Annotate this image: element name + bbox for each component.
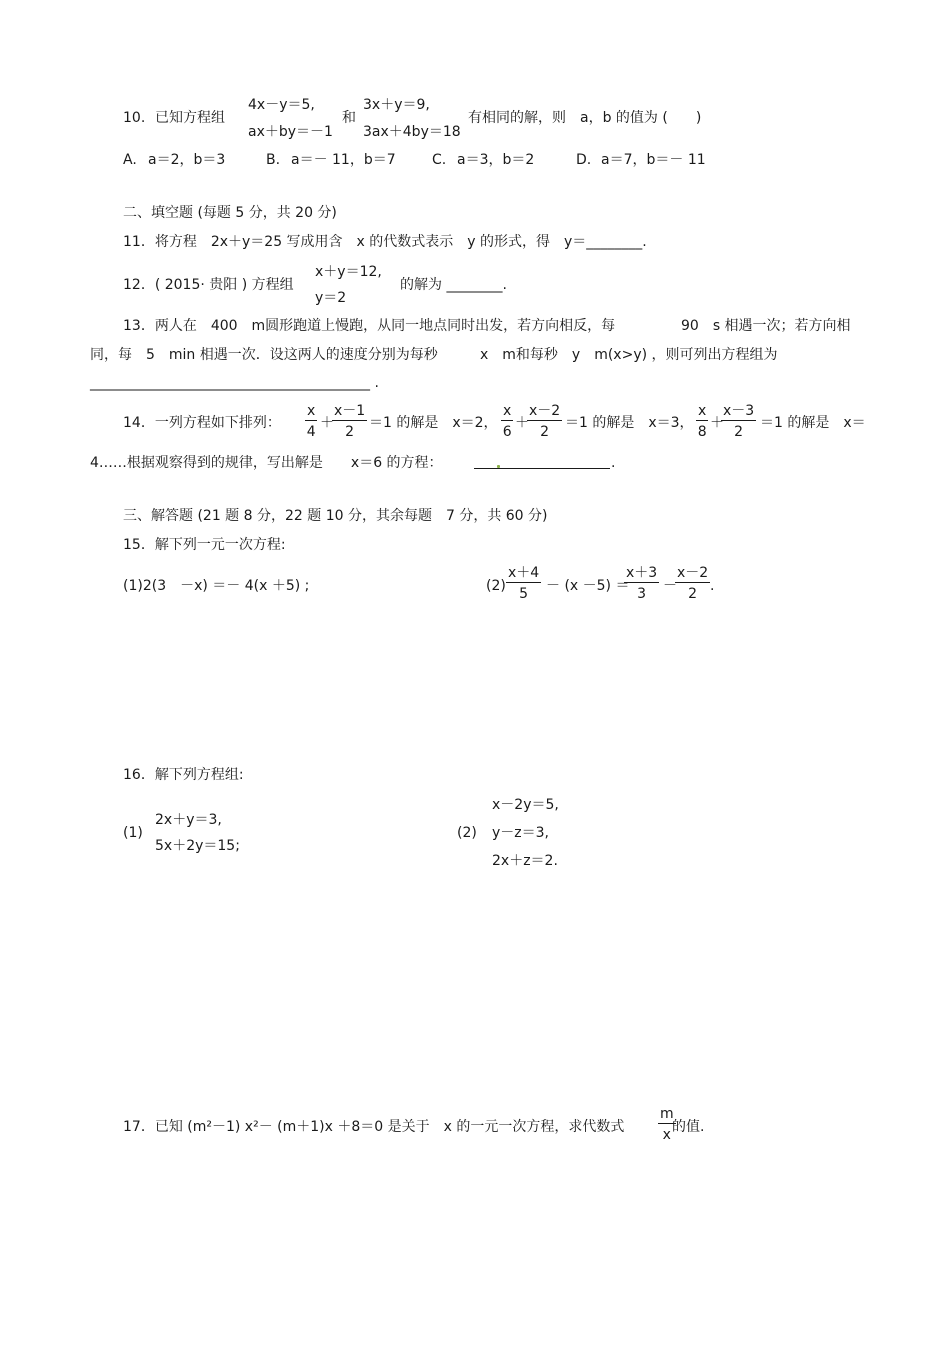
q13-line1: 13．两人在 400 m圆形跑道上慢跑，从同一地点同时出发，若方向相反，每	[123, 318, 616, 334]
q14-eq2-plus: ＋	[515, 415, 529, 431]
q10-option-d-letter: D.	[576, 152, 592, 168]
q16-part2-eq1: x－2y＝5,	[492, 797, 559, 813]
q12-system-eq1: x＋y＝12,	[315, 264, 382, 280]
q15-part2-minus: －	[663, 578, 677, 594]
q10-tail: 有相同的解，则 a，b 的值为 ( )	[468, 110, 702, 126]
q11-text: 11．将方程 2x＋y＝25 写成用含 x 的代数式表示 y 的形式，得 y＝________.	[123, 234, 647, 250]
q15-part1: (1)2(3 －x) ＝－ 4(x ＋5) ;	[123, 578, 310, 594]
q12-system-eq2: y＝2	[315, 290, 347, 306]
q14-eq2-tail: ＝1 的解是 x＝3，	[565, 415, 694, 431]
q16-part2-eq2: y－z＝3,	[492, 825, 549, 841]
q14-prefix: 14．一列方程如下排列：	[123, 415, 281, 431]
q10-text: 已知方程组	[155, 110, 225, 126]
q15-part2-frac2: $\frac{x+3}{3}$	[626, 565, 658, 602]
q17-text: 17．已知 (m²－1) x²－ (m＋1)x ＋8＝0 是关于 x 的一元一次方程，求代数式	[123, 1119, 625, 1135]
q13-line2-end: x m和每秒 y m(x>y) ，则可列出方程组为	[480, 347, 778, 363]
q10-system2-eq1: 3x＋y＝9,	[363, 97, 430, 113]
q15-part2-frac3: $\frac{x-2}{2}$	[677, 565, 709, 602]
section-3-heading: 三、解答题 (21 题 8 分，22 题 10 分，其余每题 7 分，共 60 分)	[123, 508, 548, 524]
q14-eq3-frac1: $\frac{x}{8}$	[697, 403, 707, 440]
q10-option-c-letter: C.	[432, 152, 447, 168]
q15-title: 15．解下列一元一次方程:	[123, 537, 286, 553]
q16-part1-label: (1)	[123, 825, 143, 841]
q12-tail: 的解为 ________.	[400, 277, 507, 293]
q17-tail: 的值.	[672, 1119, 705, 1135]
q16-part2-label: (2)	[457, 825, 477, 841]
q12-prefix: 12．( 2015· 贵阳 ) 方程组	[123, 277, 294, 293]
q14-eq3-plus: ＋	[710, 415, 724, 431]
q10-number: 10.	[123, 110, 146, 126]
q14-eq3-frac2: $\frac{x-3}{2}$	[723, 403, 755, 440]
q10-system2-eq2: 3ax＋4by＝18	[363, 124, 461, 140]
q14-line2-end: .	[611, 455, 616, 471]
q13-answer-blank: ________________________________________ .	[90, 375, 379, 391]
q16-part1-eq2: 5x＋2y＝15;	[155, 838, 240, 854]
q14-line2: 4……根据观察得到的规律，写出解是 x＝6 的方程：	[90, 455, 443, 471]
q15-part2-end: .	[710, 578, 715, 594]
q13-line2: 同，每 5 min 相遇一次．设这两人的速度分别为每秒	[90, 347, 438, 363]
q10-option-b-letter: B.	[266, 152, 281, 168]
q14-eq1-tail: ＝1 的解是 x＝2，	[369, 415, 498, 431]
q10-option-a: a＝2，b＝3	[148, 152, 226, 168]
q13-line1-end: 90 s 相遇一次；若方向相	[681, 318, 851, 334]
q17-fraction: $\frac{m}{x}$	[660, 1106, 674, 1143]
q10-and: 和	[342, 110, 356, 126]
q14-eq1-frac1: $\frac{x}{4}$	[306, 403, 316, 440]
q14-eq2-frac1: $\frac{x}{6}$	[502, 403, 512, 440]
q14-eq2-frac2: $\frac{x-2}{2}$	[529, 403, 561, 440]
q14-eq1-plus: ＋	[320, 415, 334, 431]
q14-answer-blank	[474, 468, 610, 469]
q10-option-c: a＝3，b＝2	[457, 152, 535, 168]
q15-part2-label: (2)	[486, 578, 506, 594]
q10-system1-eq2: ax＋by＝－1	[248, 124, 333, 140]
q10-option-b: a＝－ 11，b＝7	[291, 152, 396, 168]
q16-part1-eq1: 2x＋y＝3,	[155, 812, 222, 828]
q10-option-d: a＝7，b＝－ 11	[601, 152, 706, 168]
q16-title: 16．解下列方程组:	[123, 767, 244, 783]
q15-part2-middle: － (x －5) ＝	[546, 578, 630, 594]
q10-system1-eq1: 4x－y＝5,	[248, 97, 315, 113]
section-2-heading: 二、填空题 (每题 5 分，共 20 分)	[123, 205, 337, 221]
ink-mark	[497, 465, 500, 468]
q14-eq1-frac2: $\frac{x-1}{2}$	[334, 403, 366, 440]
q10-option-a-letter: A.	[123, 152, 137, 168]
q14-eq3-tail: ＝1 的解是 x＝	[760, 415, 866, 431]
q15-part2-frac1: $\frac{x+4}{5}$	[508, 565, 540, 602]
q16-part2-eq3: 2x＋z＝2.	[492, 853, 558, 869]
